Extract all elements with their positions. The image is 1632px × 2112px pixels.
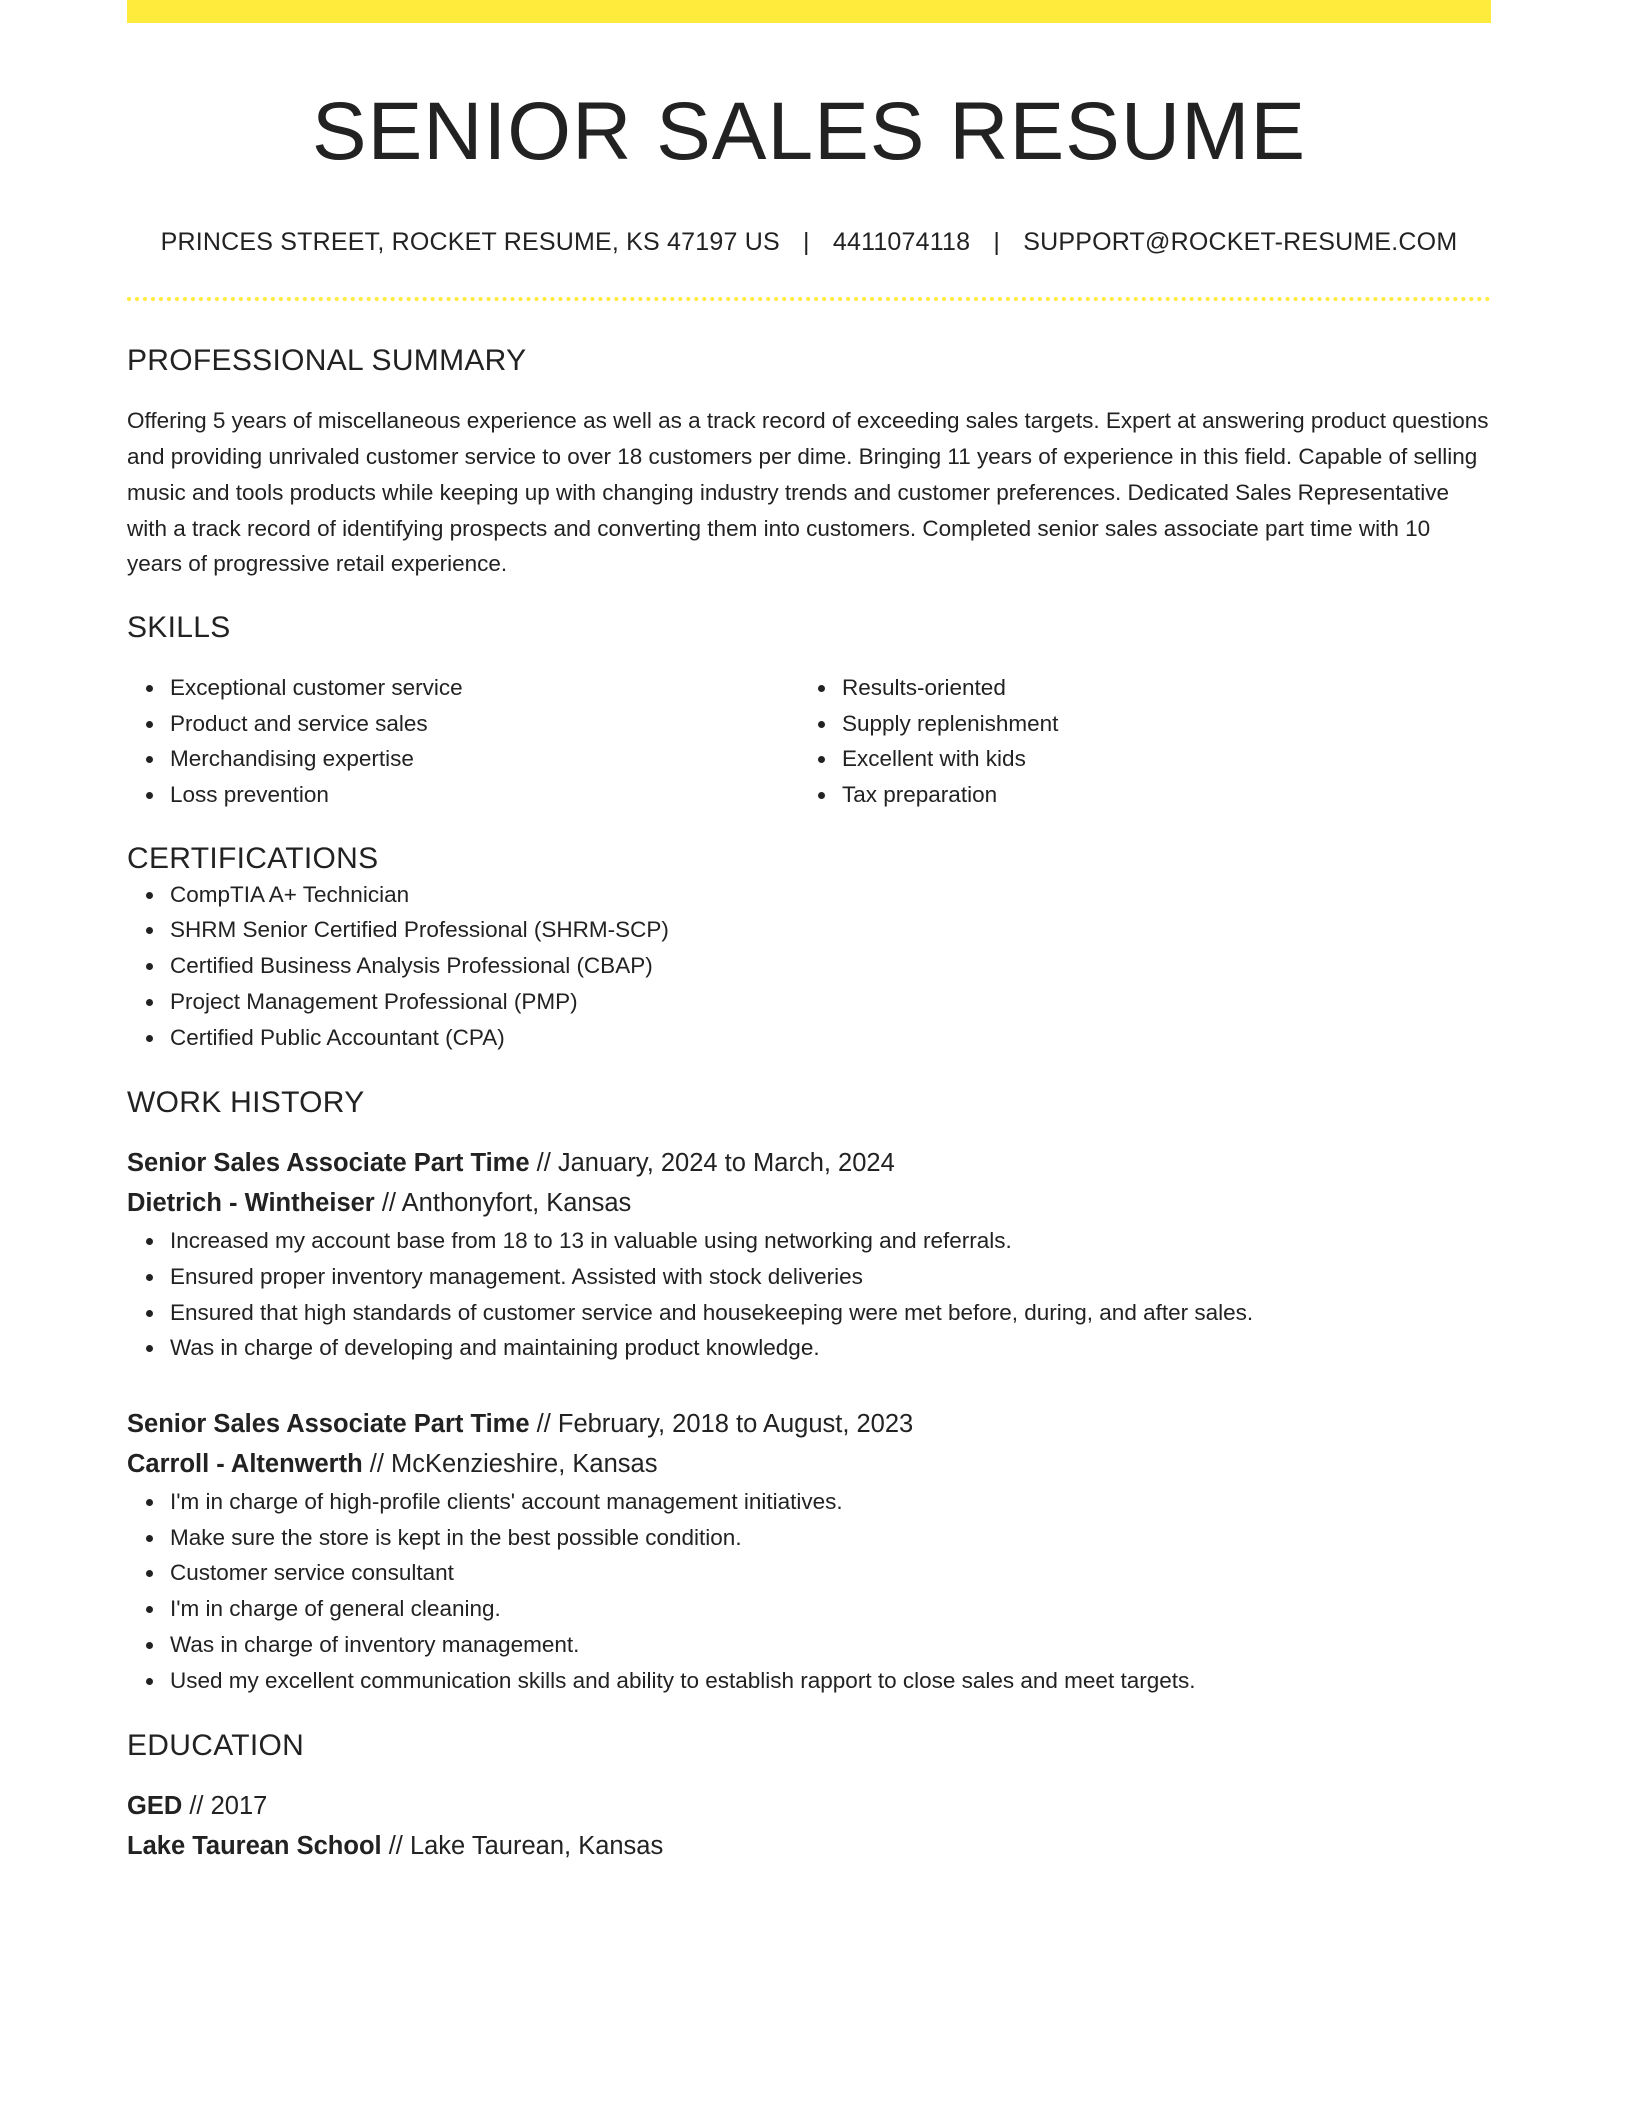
contact-separator: |	[993, 228, 1001, 257]
job-company: Dietrich - Wintheiser	[127, 1189, 375, 1218]
job-company: Carroll - Altenwerth	[127, 1450, 363, 1479]
job-role-line	[127, 1404, 1491, 1444]
skill-item: Supply replenishment	[842, 706, 1471, 742]
education-school: Lake Taurean School	[127, 1832, 382, 1861]
job-entry	[127, 1143, 1491, 1366]
job-location: // McKenzieshire, Kansas	[362, 1450, 658, 1479]
job-duties-list	[127, 1223, 1491, 1366]
job-duty: Ensured that high standards of customer service and housekeeping were met before, during, and after sales.	[170, 1295, 1491, 1331]
certification-item: Certified Public Accountant (CPA)	[170, 1020, 1491, 1056]
job-role: Senior Sales Associate Part Time	[127, 1149, 530, 1178]
job-duty: Make sure the store is kept in the best possible condition.	[170, 1520, 1491, 1556]
education-degree-line	[127, 1786, 1491, 1826]
education-entry	[127, 1786, 1491, 1866]
contact-separator: |	[803, 228, 810, 257]
skills-column-right	[799, 670, 1471, 813]
certification-item: Certified Business Analysis Professional (CBAP)	[170, 948, 1491, 984]
resume-content	[127, 0, 1491, 1866]
resume-title: SENIOR SALES RESUME	[311, 86, 1307, 177]
job-company-line	[127, 1183, 1491, 1223]
summary-text: Offering 5 years of miscellaneous experience as well as a track record of exceeding sales targets. Expert at answering product questions and providing unrivaled customer service to over 18 customers per dime. Bringing 11 years of experience in this field. Capable of selling music and tools products while keeping up with changing industry trends and customer preferences. Dedicated Sales Representative with a track record of identifying prospects and converting them into customers. Completed senior sales associate part time with 10 years of progressive retail experience.	[127, 408, 1489, 577]
job-duty: Increased my account base from 18 to 13 in valuable using networking and referrals.	[170, 1223, 1491, 1259]
contact-address: PRINCES STREET, ROCKET RESUME, KS 47197 US	[160, 228, 780, 257]
accent-top-bar	[127, 0, 1491, 23]
certification-item: SHRM Senior Certified Professional (SHRM-SCP)	[170, 912, 1491, 948]
job-duty: Was in charge of developing and maintaining product knowledge.	[170, 1330, 1491, 1366]
education-school-line	[127, 1826, 1491, 1866]
education-location: // Lake Taurean, Kansas	[381, 1832, 664, 1861]
skills-list-left	[127, 670, 799, 813]
certification-item: Project Management Professional (PMP)	[170, 984, 1491, 1020]
skills-heading: SKILLS	[127, 610, 231, 644]
education-heading: EDUCATION	[127, 1729, 305, 1763]
job-duty: Was in charge of inventory management.	[170, 1627, 1491, 1663]
job-duty: Ensured proper inventory management. Assisted with stock deliveries	[170, 1259, 1491, 1295]
skill-item: Tax preparation	[842, 777, 1471, 813]
skill-item: Merchandising expertise	[170, 741, 799, 777]
skills-column-left	[127, 670, 799, 813]
job-role: Senior Sales Associate Part Time	[127, 1410, 530, 1439]
certifications-heading: CERTIFICATIONS	[127, 841, 379, 875]
job-duty: Customer service consultant	[170, 1555, 1491, 1591]
skill-item: Exceptional customer service	[170, 670, 799, 706]
contact-line	[127, 227, 1491, 257]
job-role-line	[127, 1143, 1491, 1183]
certifications-list	[127, 877, 1491, 1056]
job-company-line	[127, 1444, 1491, 1484]
contact-phone: 4411074118	[832, 228, 971, 257]
summary-heading: PROFESSIONAL SUMMARY	[127, 344, 527, 378]
dotted-divider	[127, 297, 1491, 301]
job-dates: // February, 2018 to August, 2023	[529, 1410, 914, 1439]
job-duty: I'm in charge of high-profile clients' account management initiatives.	[170, 1484, 1491, 1520]
work-history-heading: WORK HISTORY	[127, 1086, 365, 1120]
education-year: // 2017	[182, 1792, 268, 1821]
certification-item: CompTIA A+ Technician	[170, 877, 1491, 913]
job-entry	[127, 1404, 1491, 1698]
skills-grid	[127, 670, 1491, 813]
skill-item: Loss prevention	[170, 777, 799, 813]
skill-item: Excellent with kids	[842, 741, 1471, 777]
skill-item: Product and service sales	[170, 706, 799, 742]
job-duty: Used my excellent communication skills and ability to establish rapport to close sales and meet targets.	[170, 1663, 1491, 1699]
job-duty: I'm in charge of general cleaning.	[170, 1591, 1491, 1627]
job-duties-list	[127, 1484, 1491, 1698]
skill-item: Results-oriented	[842, 670, 1471, 706]
skills-list-right	[799, 670, 1471, 813]
contact-email: SUPPORT@ROCKET-RESUME.COM	[1023, 228, 1458, 257]
education-degree: GED	[127, 1792, 183, 1821]
job-dates: // January, 2024 to March, 2024	[529, 1149, 895, 1178]
job-location: // Anthonyfort, Kansas	[374, 1189, 632, 1218]
